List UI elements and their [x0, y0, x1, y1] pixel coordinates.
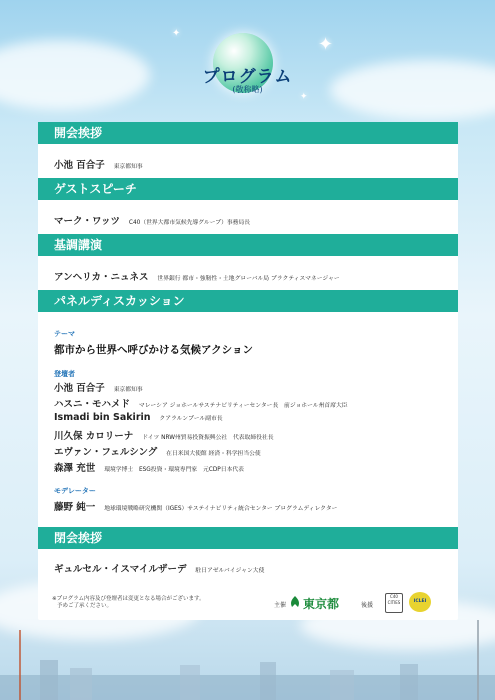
sparkle-icon: ✦: [300, 92, 308, 102]
speaker-name: エヴァン・フェルシング: [54, 447, 158, 458]
disclaimer-note: [52, 596, 205, 610]
opening-speaker: [54, 157, 143, 171]
section-heading-guest-speech: ゲストスピーチ: [38, 178, 458, 200]
speaker-role: C40（世界大都市気候先導グループ）事務局長: [128, 220, 251, 226]
panel-speaker: [54, 412, 223, 423]
sparkle-icon: ✦: [172, 28, 181, 39]
keynote-speaker: [54, 269, 340, 283]
organizer-name: 東京都: [303, 597, 340, 611]
note-line: ※プログラム内容及び登壇者は変更となる場合がございます。: [52, 596, 205, 602]
speaker-role: クアラルンプール副市長: [159, 416, 223, 422]
page-title: プログラム: [202, 67, 293, 87]
speaker-role: 東京都知事: [113, 164, 143, 170]
speakers-label: 登壇者: [54, 370, 75, 378]
speaker-role: 東京都知事: [113, 387, 143, 393]
speaker-name: マーク・ワッツ: [54, 216, 121, 227]
speaker-name: ギュルセル・イスマイルザーデ: [54, 564, 187, 575]
speaker-role: マレーシア ジョホールサステナビリティーセンター長 前ジョホール州首席大臣: [138, 403, 348, 409]
section-heading-closing: 閉会挨拶: [38, 527, 458, 549]
speaker-role: 環境学博士 ESG投資・環境専門家 元CDP日本代表: [104, 467, 244, 473]
panel-speaker: [54, 380, 143, 394]
speaker-name: ハスニ・モハメド: [54, 399, 131, 410]
speaker-role: 世界銀行 都市・強靭性・土地グローバル局 プラクティスマネージャー: [157, 276, 340, 282]
panel-speaker: [54, 396, 348, 410]
panel-theme: 都市から世界へ呼びかける気候アクション: [54, 344, 253, 356]
city-skyline: [0, 620, 495, 700]
organizer-label: 主催: [274, 602, 287, 609]
page-subtitle: (敬称略): [232, 85, 263, 94]
sparkle-icon: ✦: [318, 34, 334, 55]
note-line: 予めご了承ください。: [57, 603, 113, 609]
moderator: [54, 499, 337, 513]
speaker-role: 地球環境戦略研究機関（IGES）サステイナビリティ統合センター プログラムディレクター: [104, 506, 338, 512]
speaker-name: 小池 百合子: [54, 160, 105, 171]
speaker-role: 駐日アゼルバイジャン大使: [195, 568, 265, 574]
section-heading-keynote: 基調講演: [38, 234, 458, 256]
speaker-role: ドイツ NRW州貿易投資振興公社 代表取締役社長: [142, 435, 274, 441]
speaker-role: 在日米国大使館 経済・科学担当公使: [166, 451, 261, 457]
program-panel: [38, 122, 458, 620]
support-label: 後援: [361, 602, 374, 609]
theme-label: テーマ: [54, 330, 75, 338]
tokyo-logo-icon: [289, 595, 301, 609]
speaker-name: 藤野 純一: [54, 502, 96, 513]
panel-speaker: [54, 428, 274, 442]
speaker-name: 森澤 充世: [54, 463, 96, 474]
speaker-name: 川久保 カロリーナ: [54, 431, 134, 442]
guest-speaker: [54, 213, 250, 227]
iclei-logo: ICLEI: [409, 592, 431, 612]
speaker-name: Ismadi bin Sakirin: [54, 412, 151, 423]
section-heading-opening: 開会挨拶: [38, 122, 458, 144]
panel-speaker: [54, 444, 261, 458]
moderator-label: モデレーター: [54, 487, 96, 495]
section-heading-panel: パネルディスカッション: [38, 290, 458, 312]
speaker-name: 小池 百合子: [54, 383, 105, 394]
c40-logo: C40 CITIES: [385, 593, 403, 613]
panel-speaker: [54, 460, 244, 474]
speaker-name: アンヘリカ・ニュネス: [54, 272, 149, 283]
closing-speaker: [54, 561, 264, 575]
